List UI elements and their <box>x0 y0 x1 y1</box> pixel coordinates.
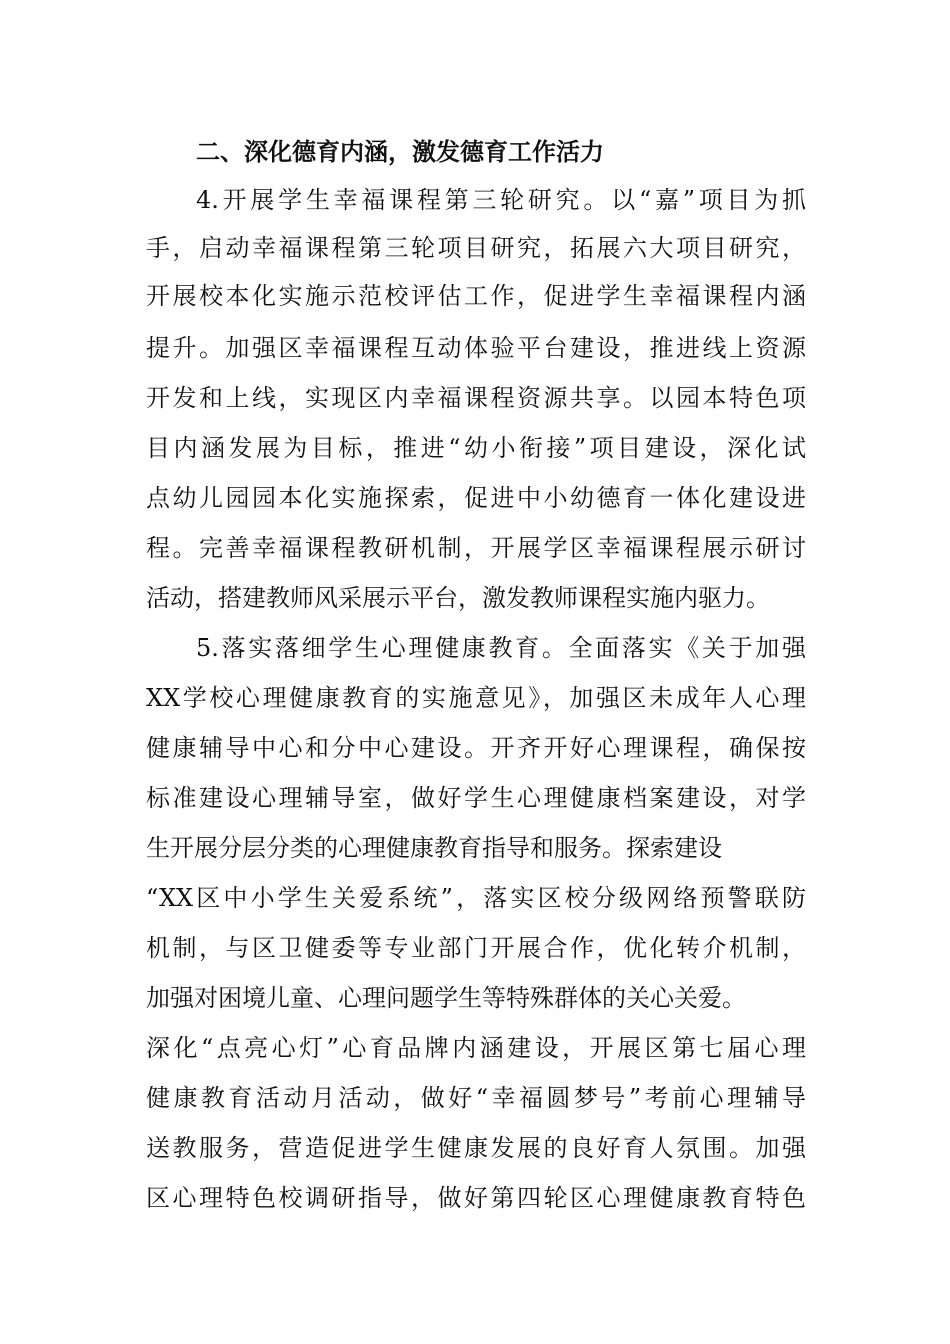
paragraph-line: 健康教育活动月活动，做好“幸福圆梦号”考前心理辅导 <box>146 1084 806 1112</box>
paragraph-line: 机制，与区卫健委等专业部门开展合作，优化转介机制， <box>146 934 806 962</box>
paragraph-line: “XX区中小学生关爱系统”，落实区校分级网络预警联防 <box>146 884 806 912</box>
paragraph-line: 送教服务，营造促进学生健康发展的良好育人氛围。加强 <box>146 1134 806 1162</box>
paragraph-line: 手，启动幸福课程第三轮项目研究，拓展六大项目研究， <box>146 234 806 262</box>
paragraph-line: XX学校心理健康教育的实施意见》，加强区未成年人心理 <box>146 684 806 712</box>
paragraph-line: 生开展分层分类的心理健康教育指导和服务。探索建设 <box>146 834 722 862</box>
paragraph-line: 标准建设心理辅导室，做好学生心理健康档案建设，对学 <box>146 784 806 812</box>
paragraph-line: 程。完善幸福课程教研机制，开展学区幸福课程展示研讨 <box>146 534 806 562</box>
paragraph-line: 目内涵发展为目标，推进“幼小衔接”项目建设，深化试 <box>146 434 806 462</box>
paragraph-line: 健康辅导中心和分中心建设。开齐开好心理课程，确保按 <box>146 734 806 762</box>
paragraph-line: 开展校本化实施示范校评估工作，促进学生幸福课程内涵 <box>146 282 806 310</box>
paragraph-line: 区心理特色校调研指导，做好第四轮区心理健康教育特色 <box>146 1184 806 1212</box>
paragraph-line: 开发和上线，实现区内幸福课程资源共享。以园本特色项 <box>146 384 806 412</box>
paragraph-line: 4.开展学生幸福课程第三轮研究。以“嘉”项目为抓 <box>196 186 806 214</box>
paragraph-line: 提升。加强区幸福课程互动体验平台建设，推进线上资源 <box>146 334 806 362</box>
paragraph-line: 5.落实落细学生心理健康教育。全面落实《关于加强 <box>196 634 806 662</box>
section-heading: 二、深化德育内涵，激发德育工作活力 <box>196 138 604 166</box>
paragraph-line: 活动，搭建教师风采展示平台，激发教师课程实施内驱力。 <box>146 584 770 612</box>
paragraph-line: 加强对困境儿童、心理问题学生等特殊群体的关心关爱。 <box>146 984 746 1012</box>
paragraph-line: 深化“点亮心灯”心育品牌内涵建设，开展区第七届心理 <box>146 1034 806 1062</box>
paragraph-line: 点幼儿园园本化实施探索，促进中小幼德育一体化建设进 <box>146 484 806 512</box>
